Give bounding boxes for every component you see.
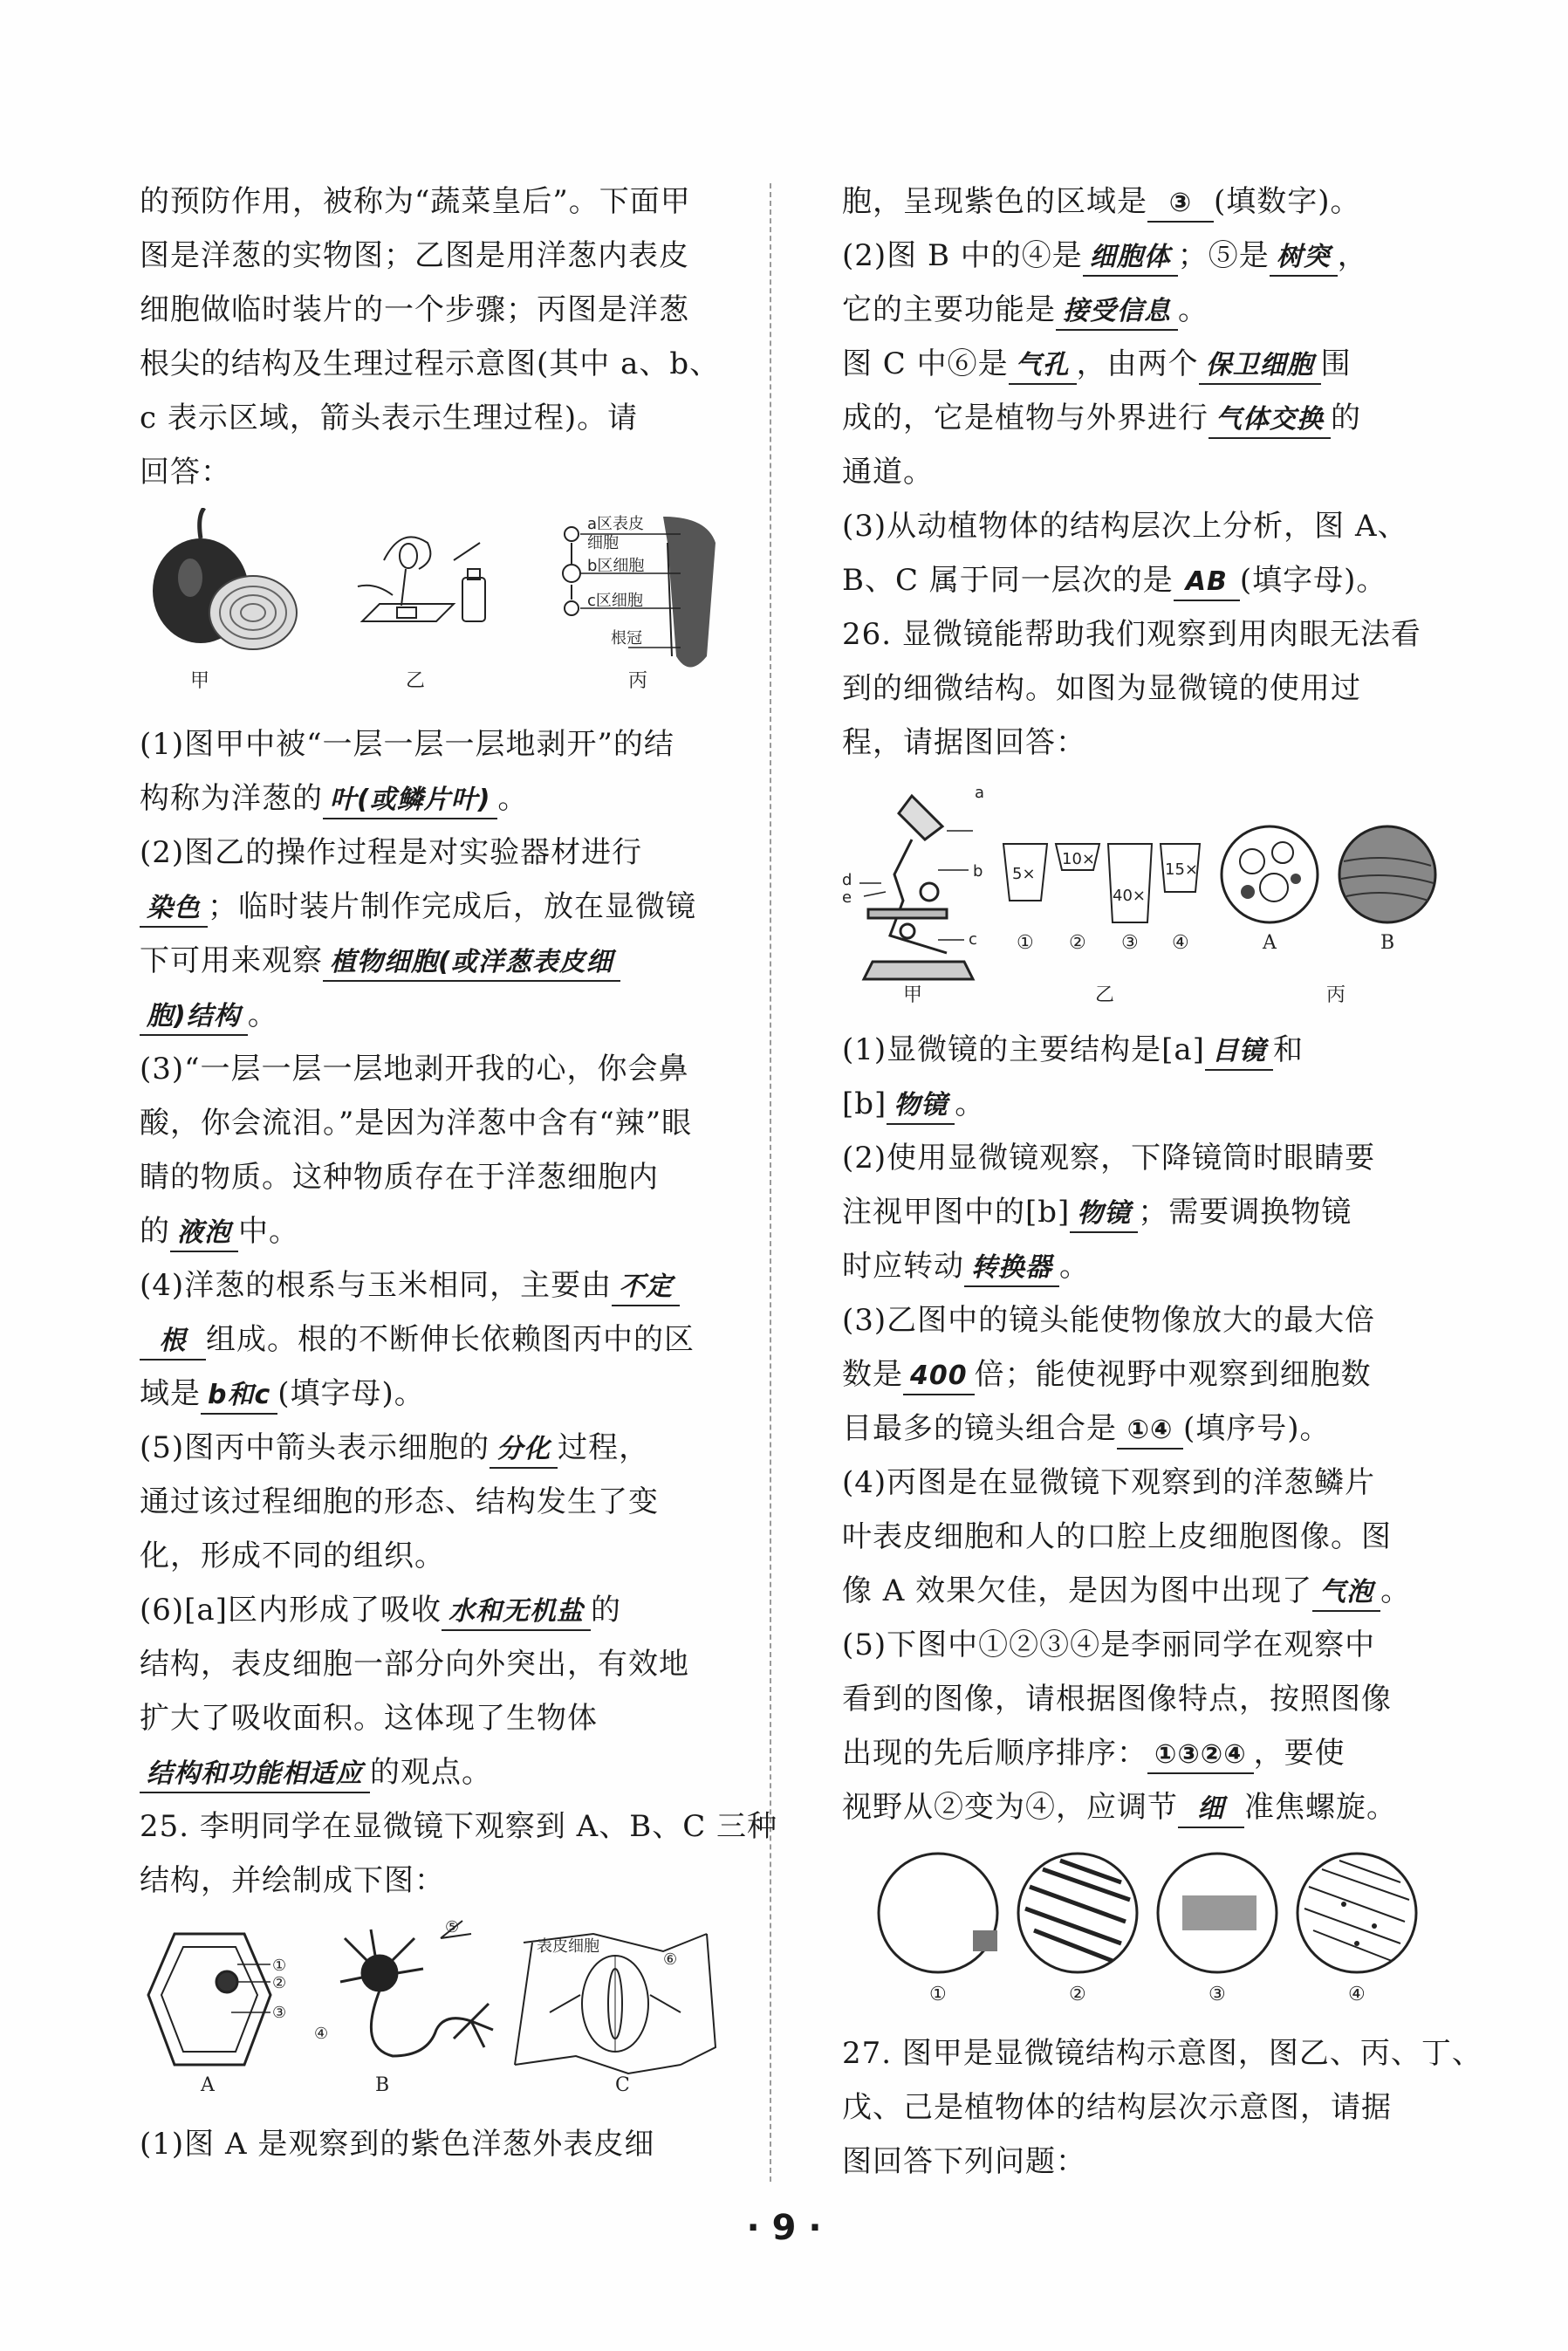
answer-q1: 叶(或鳞片叶) [323, 783, 497, 819]
answer-r3: 接受信息 [1056, 294, 1178, 331]
caption-C: C [615, 2074, 630, 2096]
q27-line3: 图回答下列问题： [842, 2144, 1086, 2179]
label-root-cap: 根冠 [611, 629, 642, 648]
q25-line2: 结构，并绘制成下图： [140, 1863, 445, 1898]
q2-line3: 下可用来观察 植物细胞(或洋葱表皮细 [140, 934, 742, 988]
view-2 [1018, 1854, 1137, 1972]
caption-yi: 乙 [406, 670, 426, 692]
q5-line1: (5)图丙中箭头表示细胞的 分化 过程， [140, 1421, 742, 1475]
r-line2: (2)图 B 中的④是 细胞体 ；⑤是 树突 ， [842, 229, 1453, 283]
answer-r4-1: 气孔 [1009, 348, 1077, 385]
label-epidermis: 表皮细胞 [537, 1937, 599, 1956]
cell-structures-figure [140, 1916, 742, 2100]
label-b: b [973, 862, 983, 881]
answer-s2-1: 物镜 [1070, 1196, 1138, 1233]
view-num-2: ② [1069, 1984, 1086, 2005]
q2-line4: 胞)结构 。 [140, 988, 742, 1042]
answer-s3-1: 400 [903, 1359, 975, 1395]
q3-line2: 酸，你会流泪。”是因为洋葱中含有“辣”眼 [140, 1106, 693, 1141]
s3-line2: 数是 400 倍；能使视野中观察到细胞数 [842, 1347, 1453, 1402]
label-n1: ① [272, 1957, 287, 1975]
r-line5: 成的，它是植物与外界进行 气体交换 的 [842, 391, 1453, 445]
r-line4: 图 C 中⑥是 气孔 ，由两个 保卫细胞 围 [842, 337, 1453, 391]
s4-line2: 叶表皮细胞和人的口腔上皮细胞图像。图 [842, 1519, 1392, 1554]
intro-line: 图是洋葱的实物图；乙图是用洋葱内表皮 [140, 238, 689, 273]
r-line6: 通道。 [842, 455, 934, 490]
lens-label-1: 5× [1012, 865, 1036, 883]
q6-line3: 扩大了吸收面积。这体现了生物体 [140, 1701, 598, 1736]
answer-r8: AB [1174, 565, 1240, 601]
q26-line2: 到的细微结构。如图为显微镜的使用过 [842, 671, 1361, 706]
neuron-drawing [340, 1921, 493, 2056]
answer-s1-1: 目镜 [1205, 1034, 1273, 1071]
caption-A: A [1263, 932, 1277, 954]
answer-q2-2a: 植物细胞(或洋葱表皮细 [323, 945, 620, 982]
lens-num-4: ④ [1172, 932, 1189, 954]
s5-line4: 视野从②变为④，应调节 细 准焦螺旋。 [842, 1780, 1453, 1834]
plant-cell-drawing [148, 1934, 270, 2065]
intro-line: 细胞做临时装片的一个步骤；丙图是洋葱 [140, 292, 689, 327]
field-view-A [1222, 826, 1318, 922]
answer-q4-2: b和c [201, 1378, 277, 1415]
view-3 [1158, 1854, 1277, 1972]
r-line7: (3)从动植物体的结构层次上分析，图 A、 [842, 509, 1408, 544]
q2-line1: (2)图乙的操作过程是对实验器材进行 [140, 835, 643, 870]
s5-line1: (5)下图中①②③④是李丽同学在观察中 [842, 1628, 1376, 1662]
caption-yi: 乙 [1095, 984, 1115, 1005]
q5-line2: 通过该过程细胞的形态、结构发生了变 [140, 1484, 659, 1519]
slide-staining-drawing [358, 537, 485, 621]
label-c: c [969, 930, 977, 949]
answer-s3-2: ①④ [1117, 1413, 1183, 1450]
s2-line2: 注视甲图中的[b] 物镜 ；需要调换物镜 [842, 1185, 1453, 1239]
answer-s1-2: 物镜 [887, 1088, 955, 1125]
s5-line3: 出现的先后顺序排序： ①③②④ ，要使 [842, 1726, 1453, 1780]
q3-line1: (3)“一层一层一层地剥开我的心，你会鼻 [140, 1052, 689, 1086]
answer-s5-1: ①③②④ [1147, 1738, 1254, 1774]
answer-s2-2: 转换器 [964, 1251, 1059, 1287]
intro-line: 的预防作用，被称为“蔬菜皇后”。下面甲 [140, 184, 691, 219]
q26-line1: 26. 显微镜能帮助我们观察到用肉眼无法看 [842, 617, 1421, 652]
answer-q2-2b: 胞)结构 [140, 999, 248, 1036]
view-1 [879, 1854, 997, 1972]
answer-s4: 气泡 [1312, 1575, 1380, 1612]
q1-line2: 构称为洋葱的 叶(或鳞片叶) 。 [140, 771, 742, 826]
caption-B: B [375, 2074, 390, 2096]
answer-q3: 液泡 [170, 1216, 238, 1252]
s4-line1: (4)丙图是在显微镜下观察到的洋葱鳞片 [842, 1465, 1376, 1500]
right-column [842, 175, 1482, 2189]
label-c: c区细胞 [587, 592, 643, 610]
lens-label-4: 15× [1165, 860, 1198, 879]
lens-label-3: 40× [1113, 887, 1146, 905]
answer-q4-1b: 根 [140, 1324, 206, 1361]
s4-line3: 像 A 效果欠佳，是因为图中出现了 气泡 。 [842, 1564, 1453, 1618]
lenses-drawing [1003, 844, 1200, 922]
label-n3: ③ [272, 2004, 287, 2022]
answer-q4-1a: 不定 [612, 1270, 680, 1306]
q3-line4: 的 液泡 中。 [140, 1204, 742, 1258]
caption-jia: 甲 [903, 984, 923, 1005]
label-b: b区细胞 [587, 557, 645, 575]
left-column [140, 175, 778, 2171]
s3-line3: 目最多的镜头组合是 ①④ (填序号)。 [842, 1402, 1453, 1456]
caption-jia: 甲 [190, 670, 210, 692]
answer-q6-1: 水和无机盐 [442, 1594, 591, 1631]
s2-line1: (2)使用显微镜观察，下降镜筒时眼睛要 [842, 1141, 1376, 1176]
caption-bing: 丙 [1326, 984, 1346, 1005]
answer-s5-2: 细 [1178, 1792, 1244, 1828]
lens-label-2: 10× [1062, 850, 1095, 868]
answer-q2-1: 染色 [140, 891, 208, 928]
q27-line2: 戊、己是植物体的结构层次示意图，请据 [842, 2090, 1392, 2125]
label-a: a [975, 784, 985, 802]
q26-line3: 程，请据图回答： [842, 725, 1086, 760]
microscope-drawing [859, 796, 973, 979]
page-number: · 9 · [746, 2208, 822, 2248]
view-num-3: ③ [1209, 1984, 1226, 2005]
intro-line: c 表示区域，箭头表示生理过程)。请 [140, 401, 639, 435]
s3-line1: (3)乙图中的镜头能使物像放大的最大倍 [842, 1303, 1376, 1338]
label-a: a区表皮 [587, 515, 645, 533]
view-4 [1298, 1854, 1416, 1972]
label-n4: ④ [314, 2025, 329, 2043]
label-a2: 细胞 [587, 534, 619, 552]
view-num-4: ④ [1348, 1984, 1366, 2005]
q4-line3: 域是 b和c (填字母)。 [140, 1367, 742, 1421]
q3-line3: 睛的物质。这种物质存在于洋葱细胞内 [140, 1160, 659, 1195]
s1-line2: [b] 物镜 。 [842, 1077, 1453, 1131]
q4-line2: 根 组成。根的不断伸长依赖图丙中的区 [140, 1313, 742, 1367]
answer-r1: ③ [1147, 186, 1214, 223]
answer-q5: 分化 [490, 1432, 558, 1469]
q1-line: (1)图甲中被“一层一层一层地剥开”的结 [140, 727, 674, 762]
s2-line3: 时应转动 转换器 。 [842, 1239, 1453, 1293]
lens-num-3: ③ [1121, 932, 1139, 954]
onion-image [153, 508, 297, 649]
r-line1: 胞，呈现紫色的区域是 ③ (填数字)。 [842, 175, 1453, 229]
q6-line2: 结构，表皮细胞一部分向外突出，有效地 [140, 1647, 689, 1682]
label-d: d [842, 871, 852, 889]
label-e: e [842, 888, 852, 907]
answer-r2-1: 细胞体 [1083, 240, 1178, 277]
view-num-1: ① [929, 1984, 947, 2005]
q6-line4: 结构和功能相适应 的观点。 [140, 1745, 742, 1799]
q5-line3: 化，形成不同的组织。 [140, 1539, 445, 1573]
lens-num-1: ① [1017, 932, 1034, 954]
intro-line: 回答： [140, 455, 231, 490]
s5-line2: 看到的图像，请根据图像特点，按照图像 [842, 1682, 1392, 1717]
field-views-figure [842, 1843, 1453, 2009]
answer-r2-2: 树突 [1270, 240, 1338, 277]
intro-line: 根尖的结构及生理过程示意图(其中 a、b、 [140, 346, 721, 381]
q4-line1: (4)洋葱的根系与玉米相同，主要由 不定 [140, 1258, 742, 1313]
caption-A: A [201, 2074, 215, 2096]
caption-bing: 丙 [628, 670, 648, 692]
label-n2: ② [272, 1974, 287, 1992]
q27-line1: 27. 图甲是显微镜结构示意图，图乙、丙、丁、 [842, 2036, 1482, 2071]
lens-num-2: ② [1069, 932, 1086, 954]
field-view-B [1339, 826, 1435, 922]
answer-r5: 气体交换 [1209, 402, 1331, 439]
caption-B: B [1380, 932, 1395, 954]
onion-figure [140, 508, 742, 700]
r-line8: B、C 属于同一层次的是 AB (填字母)。 [842, 553, 1453, 607]
q6-line1: (6)[a]区内形成了吸收 水和无机盐 的 [140, 1583, 742, 1637]
microscope-figure [842, 778, 1453, 1005]
q25-line1: 25. 李明同学在显微镜下观察到 A、B、C 三种 [140, 1809, 778, 1844]
label-n6: ⑥ [663, 1950, 678, 1969]
r-line3: 它的主要功能是 接受信息 。 [842, 283, 1453, 337]
answer-r4-2: 保卫细胞 [1199, 348, 1321, 385]
answer-q6-2: 结构和功能相适应 [140, 1757, 370, 1793]
s1-line1: (1)显微镜的主要结构是[a] 目镜 和 [842, 1023, 1453, 1077]
column-divider [770, 183, 771, 2182]
q2-line2: 染色 ；临时装片制作完成后，放在显微镜 [140, 880, 742, 934]
label-n5: ⑤ [445, 1918, 460, 1936]
q25-sub1: (1)图 A 是观察到的紫色洋葱外表皮细 [140, 2127, 655, 2162]
